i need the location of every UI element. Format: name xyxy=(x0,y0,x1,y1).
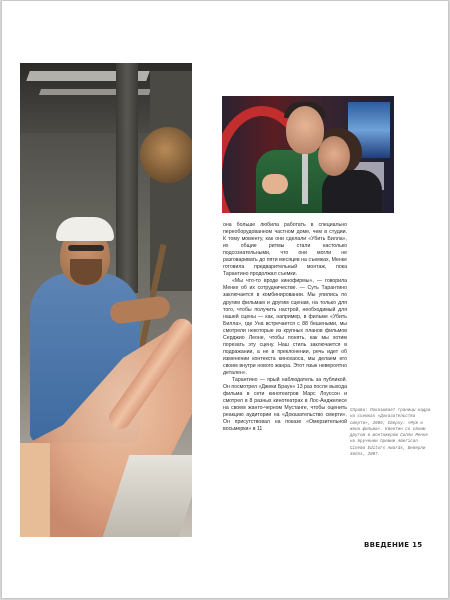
photo-caption: Справа: Показывает границы кадра на съемках «Доказательства смерти», 2006; Сверху: «Муж и жена фильма». Квентин со своим другом и монтажером Салли Менке на вручении премии American Cinema Editors Awards, Беверли Хиллз, 2007. xyxy=(350,409,431,458)
photo-award-ceremony xyxy=(222,96,394,213)
body-paragraph: Тарантино — ярый наблюдатель за публикой. Он посмотрел «Джеки Браун» 13 раз после выхода фильма в сети кинотеатров Марс Лоуссон и смотрел в 8 разных кинотеатрах в Лос-Анджелесе на своем жанто-черном Мустанге, чтобы оценить реакцию аудитории на «Доказательство смерти». Он присутствовал на показе «Омерзительной восьмерки» в 11 xyxy=(223,377,347,433)
photo-hand xyxy=(262,174,288,194)
photo-post xyxy=(116,63,138,293)
photo-on-set xyxy=(20,63,192,537)
photo-man-glasses xyxy=(68,245,104,251)
body-paragraph: она больше любила работать в специально переоборудованном частном доме, чем в студии. К тому моменту, как они сделали «Убить Билла», их общие ритмы стали настолько подсознательными, что они могли не разговаривать до пяти месяцев на съемках, Менке готовила предварительный монтаж, пока Тарантино продолжал съемки. xyxy=(223,222,347,278)
photo-woman-head xyxy=(318,136,350,176)
body-text-column xyxy=(223,222,347,433)
running-footer: ВВЕДЕНИЕ 15 xyxy=(364,541,423,549)
photo-man-tie xyxy=(302,154,308,204)
body-paragraph: «Мы что-то вроде кинофирмы», — говорила Менке об их сотрудничестве. — Суть Тарантино заключается в комбинировании. Мы упились по другим фильмам и другим сценам, на только для того, чтобы получить настрой, необходимый для нашей сцены — как, например, в фильме «Убить Билла», где Уна встречается с 88 бешеными, мы смотрели некоторые из крупных планов фильмов Серджио Леоне, чтобы понять, как мы хотим порезать эту сцену. Наш стиль заключается в подражании, а не в преклонении, речь идет об изменении контекста кинохаоса, мы делаем его своим внутри нового жанра. Этот язык невероятно детален». xyxy=(223,278,347,376)
photo-woman-body xyxy=(322,170,382,213)
photo-man-head xyxy=(286,106,324,154)
photo-man-beard xyxy=(70,259,102,285)
photo-lamp xyxy=(140,127,192,183)
book-page xyxy=(2,1,448,598)
photo-arm xyxy=(20,443,50,537)
photo-man-hat xyxy=(56,217,114,241)
